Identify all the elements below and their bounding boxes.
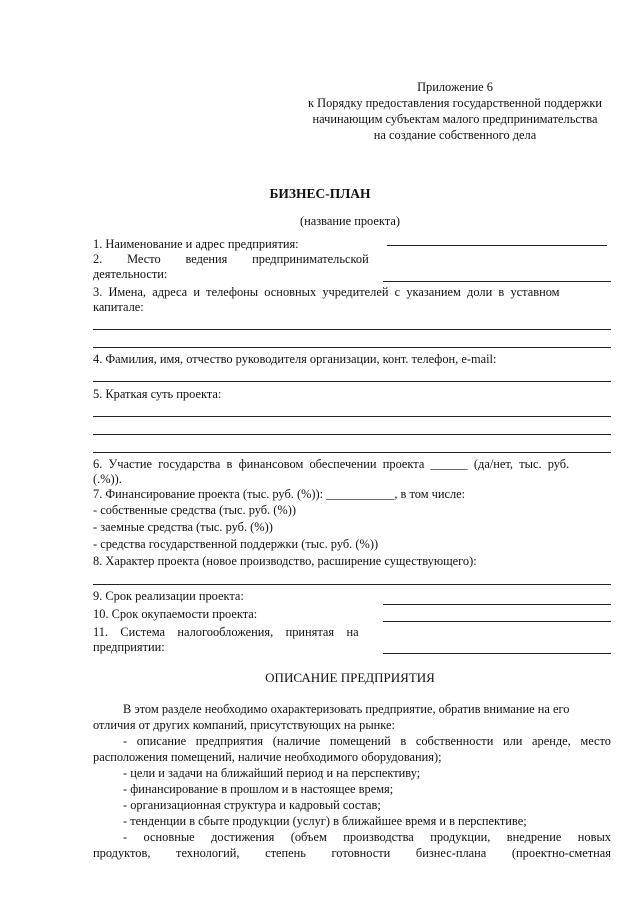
bullet-achievements-line-1: - основные достижения (объем производства продукции, внедрение новых [123,830,611,844]
field-7-label: 7. Финансирование проекта (тыс. руб. (%)): ___________, в том числе: [93,487,466,501]
bullet-structure: - организационная структура и кадровый состав; [123,798,381,812]
field-5-label: 5. Краткая суть проекта: [93,387,222,401]
field-8-blank[interactable] [93,584,611,585]
bullet-goals: - цели и задачи на ближайший период и на перспективу; [123,766,421,780]
field-2-label-line-2: деятельности: [93,267,168,281]
field-7-own-funds: - собственные средства (тыс. руб. (%)) [93,503,296,517]
section-intro-line-1: В этом разделе необходимо охарактеризовать предприятие, обратив внимание на его [123,702,570,716]
appendix-number: Приложение 6 [417,80,493,94]
bullet-description-line-1: - описание предприятия (наличие помещений в собственности или аренде, место [123,734,611,748]
field-3-blank-1[interactable] [93,329,611,330]
field-4-blank[interactable] [93,381,611,382]
field-6-label-line-1: 6. Участие государства в финансовом обеспечении проекта ______ (да/нет, тыс. руб. [93,457,570,471]
field-11-blank[interactable] [383,653,611,654]
field-7-borrowed-funds: - заемные средства (тыс. руб. (%)) [93,520,273,534]
bullet-sales-trends: - тенденции в сбыте продукции (услуг) в ближайшее время и в перспективе; [123,814,527,828]
bullet-description-line-2: расположения помещений, наличие необходимого оборудования); [93,750,442,764]
bullet-achievements-line-2: продуктов, технологий, степень готовности бизнес-плана (проектно-сметная [93,846,611,860]
field-9-label: 9. Срок реализации проекта: [93,589,244,603]
appendix-ref-line-3: на создание собственного дела [373,128,537,142]
field-10-label: 10. Срок окупаемости проекта: [93,607,258,621]
section-intro-line-2: отличия от других компаний, присутствующих на рынке: [93,718,395,732]
field-5-blank-2[interactable] [93,434,611,435]
field-11-label-line-2: предприятии: [93,640,165,654]
field-2-blank[interactable] [383,281,611,282]
field-8-label: 8. Характер проекта (новое производство, расширение существующего): [93,554,477,568]
field-3-label-line-2: капитале: [93,300,144,314]
field-3-label-line-1: 3. Имена, адреса и телефоны основных учредителей с указанием доли в уставном [93,285,560,299]
field-10-blank[interactable] [383,621,611,622]
project-name-caption: (название проекта) [300,214,400,228]
field-5-blank-1[interactable] [93,416,611,417]
field-3-blank-2[interactable] [93,347,611,348]
field-7-state-support: - средства государственной поддержки (тыс. руб. (%)) [93,537,379,551]
field-1-blank[interactable] [387,245,607,246]
field-9-blank[interactable] [383,604,611,605]
appendix-ref-line-1: к Порядку предоставления государственной поддержки [308,96,602,110]
field-2-label-line-1: 2. Место ведения предпринимательской [93,252,369,266]
section-title: ОПИСАНИЕ ПРЕДПРИЯТИЯ [265,670,435,685]
bullet-financing: - финансирование в прошлом и в настоящее время; [123,782,394,796]
field-6-label-line-2: (.%)). [93,472,122,486]
field-5-blank-3[interactable] [93,452,611,453]
document-title: БИЗНЕС-ПЛАН [269,186,371,201]
field-4-label: 4. Фамилия, имя, отчество руководителя организации, конт. телефон, e-mail: [93,352,497,366]
field-11-label-line-1: 11. Система налогообложения, принятая на [93,625,359,639]
appendix-ref-line-2: начинающим субъектам малого предпринимательства [312,112,598,126]
field-1-label: 1. Наименование и адрес предприятия: [93,237,299,251]
